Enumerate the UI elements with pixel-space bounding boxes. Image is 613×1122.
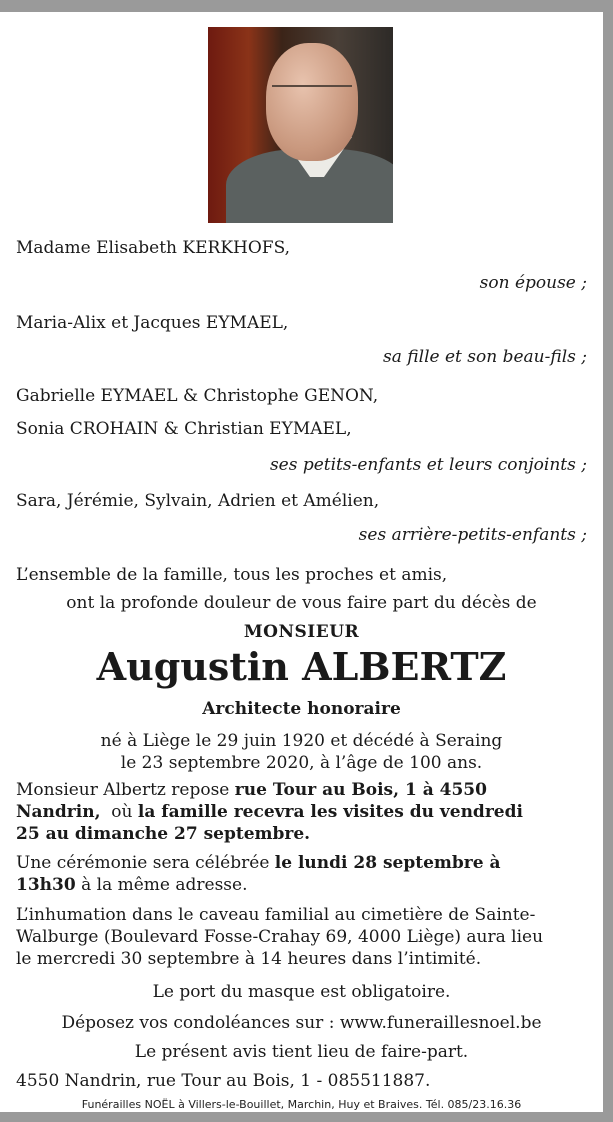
mask-notice: Le port du masque est obligatoire.: [152, 982, 451, 1002]
portrait-photo: [208, 27, 393, 223]
visitation-town: Nandrin,: [16, 802, 101, 822]
grandchildren-role: ses petits-enfants et leurs conjoints ;: [269, 455, 587, 475]
announcement-line-1: L’ensemble de la famille, tous les proches et amis,: [16, 565, 448, 585]
great-grandchildren-role: ses arrière-petits-enfants ;: [358, 525, 587, 545]
daughter-role: sa fille et son beau-fils ;: [383, 347, 587, 367]
visitation-line-1: [16, 779, 587, 801]
visitation-text-a: Monsieur Albertz repose: [16, 780, 235, 800]
daughter-name: Maria-Alix et Jacques EYMAEL,: [16, 313, 289, 333]
funeral-home-footer: Funérailles NOËL à Villers-le-Bouillet, Marchin, Huy et Braives. Tél. 085/23.16.36: [81, 1098, 522, 1111]
grandchildren-line-1: Gabrielle EYMAEL & Christophe GENON,: [16, 386, 379, 406]
burial-line-2: Walburge (Boulevard Fosse-Crahay 69, 4000 Liège) aura lieu: [16, 927, 544, 947]
grandchildren-line-2: Sonia CROHAIN & Christian EYMAEL,: [16, 419, 352, 439]
ceremony-time: 13h30: [16, 875, 76, 895]
deceased-title: MONSIEUR: [243, 622, 360, 642]
family-address: 4550 Nandrin, rue Tour au Bois, 1 - 085511887.: [16, 1071, 431, 1091]
visitation-text-b: où: [100, 802, 138, 822]
condolences-line: Déposez vos condoléances sur : www.funeraillesnoel.be: [61, 1013, 542, 1033]
wife-name: Madame Elisabeth KERKHOFS,: [16, 238, 291, 258]
wife-role: son épouse ;: [479, 273, 587, 293]
visitation-dates: 25 au dimanche 27 septembre.: [16, 824, 311, 844]
great-grandchildren: Sara, Jérémie, Sylvain, Adrien et Amélien,: [16, 491, 380, 511]
faire-part-notice: Le présent avis tient lieu de faire-part.: [134, 1042, 469, 1062]
announcement-line-2: ont la profonde douleur de vous faire part du décès de: [66, 593, 537, 613]
ceremony-line-1: [16, 852, 587, 874]
deceased-profession: Architecte honoraire: [202, 699, 401, 719]
burial-line-1: L’inhumation dans le caveau familial au cimetière de Sainte-: [16, 905, 536, 925]
obituary-card: [0, 12, 603, 1112]
deceased-name: Augustin ALBERTZ: [96, 644, 507, 689]
visitation-bold: la famille recevra les visites du vendredi: [137, 802, 523, 822]
ceremony-date: le lundi 28 septembre à: [274, 853, 501, 873]
ceremony-text-a: Une cérémonie sera célébrée: [16, 853, 275, 873]
death-line: le 23 septembre 2020, à l’âge de 100 ans.: [120, 753, 483, 773]
burial-line-3: le mercredi 30 septembre à 14 heures dans l’intimité.: [16, 949, 482, 969]
ceremony-line-2: [16, 874, 587, 896]
visitation-line-2: [16, 801, 587, 823]
ceremony-text-b: à la même adresse.: [75, 875, 248, 895]
visitation-address: rue Tour au Bois, 1 à 4550: [234, 780, 487, 800]
photo-glasses: [272, 85, 352, 105]
birth-line: né à Liège le 29 juin 1920 et décédé à Seraing: [100, 731, 503, 751]
